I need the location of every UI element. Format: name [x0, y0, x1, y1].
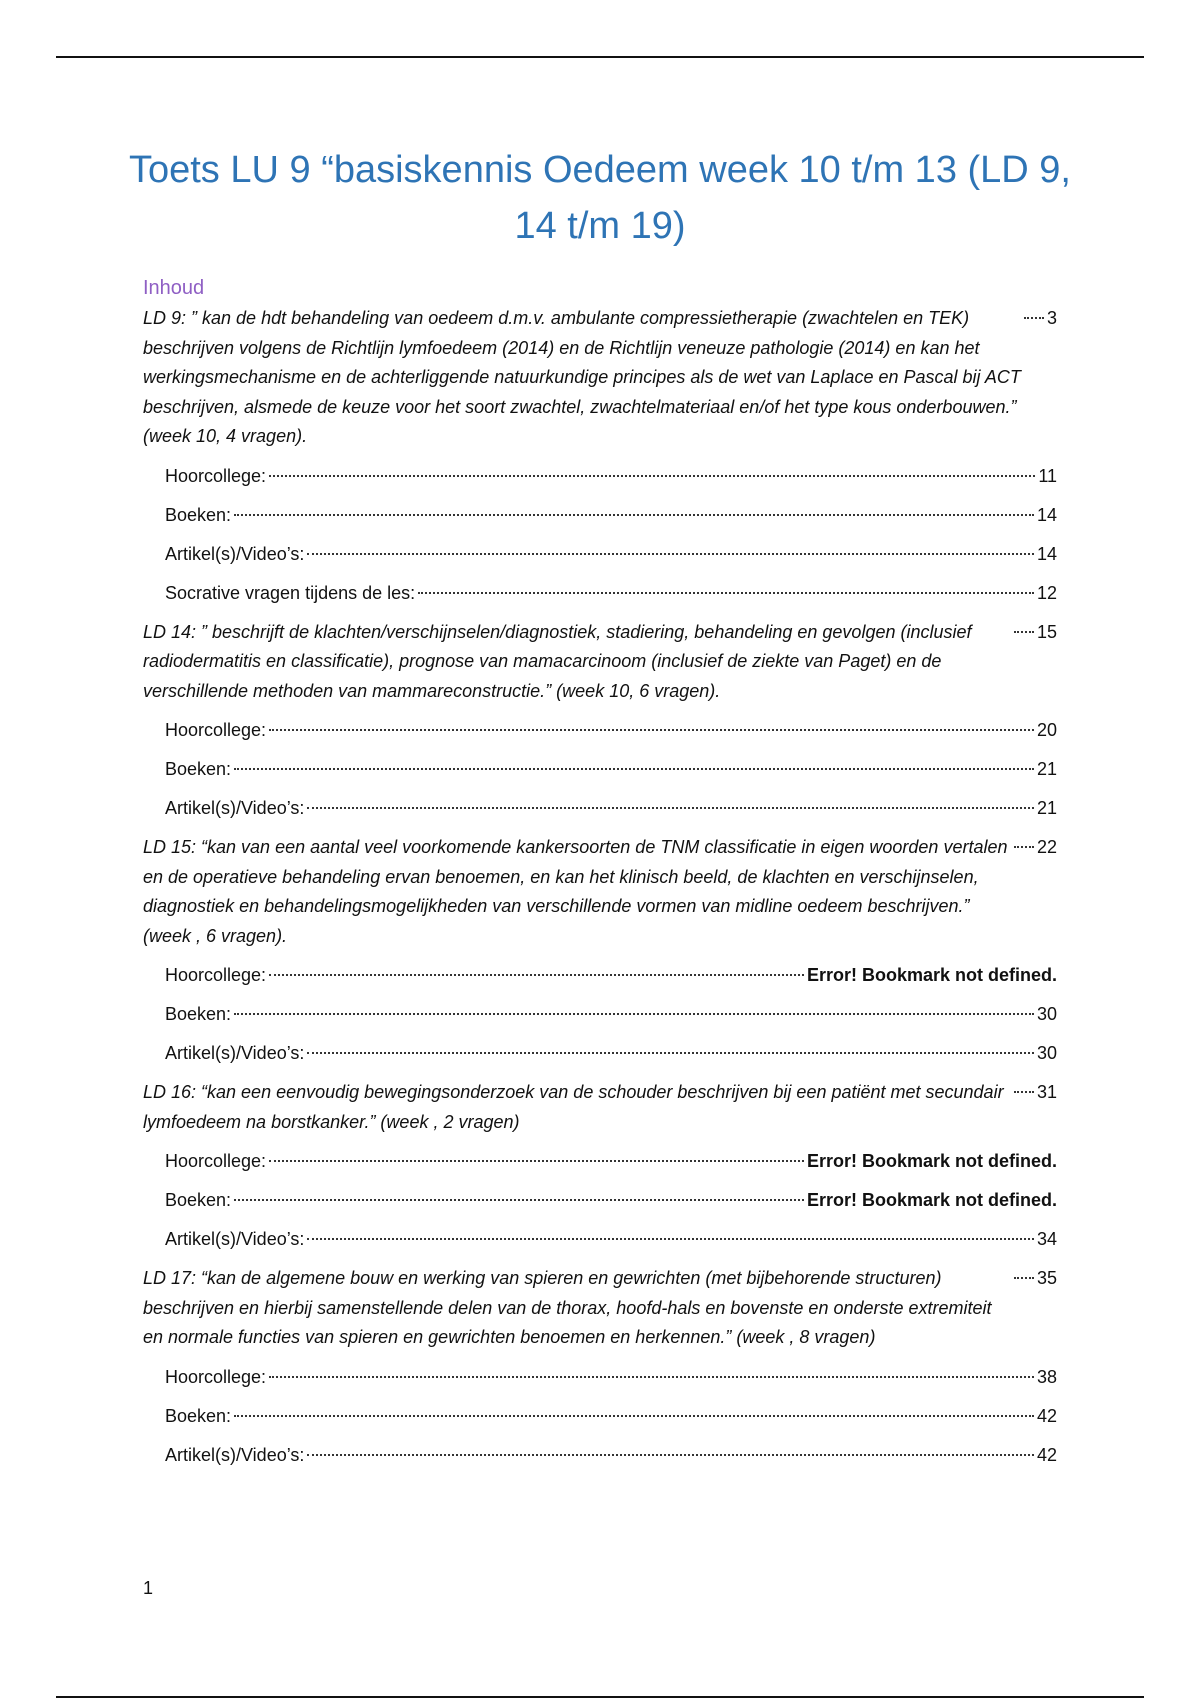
toc-subentry[interactable]	[143, 1186, 1057, 1214]
toc-entry-label: LD 17: “kan de algemene bouw en werking van spieren en gewrichten (met bijbehorende structuren) beschrijven en hierbij samenstellende delen van de thorax, hoofd-hals en bovenste en onderste extremiteit en normale functies van spieren en gewrichten benoemen en herkennen.” (week , 8 vragen)	[143, 1268, 992, 1347]
toc-entry-label: LD 14: ” beschrijft de klachten/verschijnselen/diagnostiek, stadiering, behandeling en gevolgen (inclusief radiodermatitis en classificatie), prognose van mamacarcinoom (inclusief de ziekte van Paget) en de verschillende methoden van mammareconstructie.” (week 10, 6 vragen).	[143, 621, 972, 701]
toc-subentry-page: Error! Bookmark not defined.	[806, 965, 1057, 985]
toc-entry[interactable]	[143, 304, 1057, 452]
toc-subentry[interactable]	[143, 579, 1057, 607]
toc-subentry-label: Boeken:	[165, 1190, 232, 1210]
toc-subentry-label: Hoorcollege:	[165, 720, 267, 740]
toc-leader-dots	[234, 514, 1034, 516]
toc-subentry[interactable]	[143, 1039, 1057, 1067]
toc-subentry[interactable]	[143, 1000, 1057, 1028]
toc-subentry-page: 34	[1036, 1229, 1057, 1249]
toc-subentry-label: Hoorcollege:	[165, 1366, 267, 1387]
toc-list	[143, 304, 1057, 1469]
toc-subentry[interactable]	[143, 501, 1057, 529]
toc-subentry-page: 21	[1036, 759, 1057, 779]
toc-leader-dots	[307, 553, 1034, 555]
toc-entry-page: 35	[1036, 1268, 1057, 1288]
toc-leader-dots	[307, 1454, 1034, 1456]
toc-subentry-label: Hoorcollege:	[165, 1151, 267, 1171]
toc-leader-dots	[1014, 1091, 1034, 1093]
toc-leader-dots	[269, 1160, 804, 1162]
toc-subentry-label: Hoorcollege:	[165, 465, 267, 486]
toc-heading: Inhoud	[143, 277, 205, 299]
toc-entry-label: LD 15: “kan van een aantal veel voorkomende kankersoorten de TNM classificatie in eigen woorden vertalen en de operatieve behandeling ervan benoemen, en kan het klinisch beeld, de klachten en verschijnselen, diagnostiek en behandelingsmogelijkheden van verschillende vormen van midline oedeem beschrijven.” (week , 6 vragen).	[143, 837, 1008, 946]
toc-subentry[interactable]	[143, 961, 1057, 989]
toc-subentry-label: Artikel(s)/Video’s:	[165, 1043, 305, 1063]
toc-subentry-label: Socrative vragen tijdens de les:	[165, 582, 416, 603]
toc-entry[interactable]	[143, 833, 1057, 951]
toc-entry[interactable]	[143, 1078, 1057, 1137]
table-of-contents	[143, 274, 1057, 1480]
toc-leader-dots	[1024, 317, 1044, 319]
toc-subentry-label: Boeken:	[165, 759, 232, 779]
page-number: 1	[143, 1578, 154, 1598]
toc-entry-page: 3	[1046, 308, 1057, 328]
toc-subentry-label: Artikel(s)/Video’s:	[165, 1229, 305, 1249]
toc-subentry-page: 14	[1036, 543, 1057, 564]
toc-leader-dots	[1014, 631, 1034, 633]
toc-subentry[interactable]	[143, 1441, 1057, 1469]
toc-subentry[interactable]	[143, 1402, 1057, 1430]
toc-subentry-page: Error! Bookmark not defined.	[806, 1190, 1057, 1210]
toc-subentry-label: Artikel(s)/Video’s:	[165, 798, 305, 818]
footer-rule	[56, 1696, 1144, 1698]
toc-subentry[interactable]	[143, 1363, 1057, 1391]
toc-subentry-label: Hoorcollege:	[165, 965, 267, 985]
toc-subentry-page: 21	[1036, 798, 1057, 818]
toc-subentry[interactable]	[143, 794, 1057, 822]
toc-subentry-label: Artikel(s)/Video’s:	[165, 1444, 305, 1465]
toc-subentry-page: 38	[1036, 1366, 1057, 1387]
toc-leader-dots	[269, 1376, 1034, 1378]
toc-subentry-label: Boeken:	[165, 1004, 232, 1024]
toc-leader-dots	[269, 974, 804, 976]
toc-subentry[interactable]	[143, 540, 1057, 568]
toc-subentry-page: 11	[1038, 465, 1057, 486]
toc-subentry-page: 30	[1036, 1043, 1057, 1063]
toc-subentry[interactable]	[143, 1147, 1057, 1175]
toc-subentry-page: Error! Bookmark not defined.	[806, 1151, 1057, 1171]
toc-subentry-page: 30	[1036, 1004, 1057, 1024]
toc-entry-page: 15	[1036, 621, 1057, 642]
toc-subentry-page: 42	[1036, 1405, 1057, 1426]
toc-subentry[interactable]	[143, 755, 1057, 783]
toc-leader-dots	[307, 807, 1034, 809]
toc-subentry[interactable]	[143, 462, 1057, 490]
toc-leader-dots	[418, 592, 1034, 594]
toc-subentry-page: 12	[1036, 582, 1057, 603]
toc-subentry[interactable]	[143, 1225, 1057, 1253]
toc-leader-dots	[269, 729, 1034, 731]
toc-leader-dots	[1014, 846, 1034, 848]
toc-subentry-label: Boeken:	[165, 1405, 232, 1426]
toc-leader-dots	[234, 1415, 1034, 1417]
toc-entry[interactable]	[143, 618, 1057, 707]
toc-entry-page: 22	[1036, 837, 1057, 857]
toc-subentry-label: Artikel(s)/Video’s:	[165, 543, 305, 564]
header-rule	[56, 56, 1144, 58]
toc-entry-label: LD 16: “kan een eenvoudig bewegingsonderzoek van de schouder beschrijven bij een patiënt met secundair lymfoedeem na borstkanker.” (week , 2 vragen)	[143, 1082, 1004, 1132]
toc-leader-dots	[269, 475, 1035, 477]
toc-entry[interactable]	[143, 1264, 1057, 1353]
document-title: Toets LU 9 “basiskennis Oedeem week 10 t/m 13 (LD 9, 14 t/m 19)	[128, 149, 1071, 247]
toc-subentry-page: 20	[1036, 720, 1057, 740]
toc-leader-dots	[307, 1238, 1034, 1240]
toc-leader-dots	[1014, 1277, 1034, 1279]
toc-entry-page: 31	[1036, 1082, 1057, 1102]
toc-subentry-page: 14	[1036, 504, 1057, 525]
toc-entry-label: LD 9: ” kan de hdt behandeling van oedeem d.m.v. ambulante compressietherapie (zwachtelen en TEK) beschrijven volgens de Richtlijn lymfoedeem (2014) en de Richtlijn veneuze pathologie (2014) en kan het werkingsmechanisme en de achterliggende natuurkundige principes als de wet van Laplace en Pascal bij ACT beschrijven, alsmede de keuze voor het soort zwachtel, zwachtelmateriaal en/of het type kous onderbouwen.” (week 10, 4 vragen).	[143, 308, 1021, 446]
toc-subentry[interactable]	[143, 716, 1057, 744]
toc-leader-dots	[234, 1199, 804, 1201]
toc-leader-dots	[307, 1052, 1034, 1054]
toc-leader-dots	[234, 1013, 1034, 1015]
toc-subentry-label: Boeken:	[165, 504, 232, 525]
toc-leader-dots	[234, 768, 1034, 770]
toc-subentry-page: 42	[1036, 1444, 1057, 1465]
